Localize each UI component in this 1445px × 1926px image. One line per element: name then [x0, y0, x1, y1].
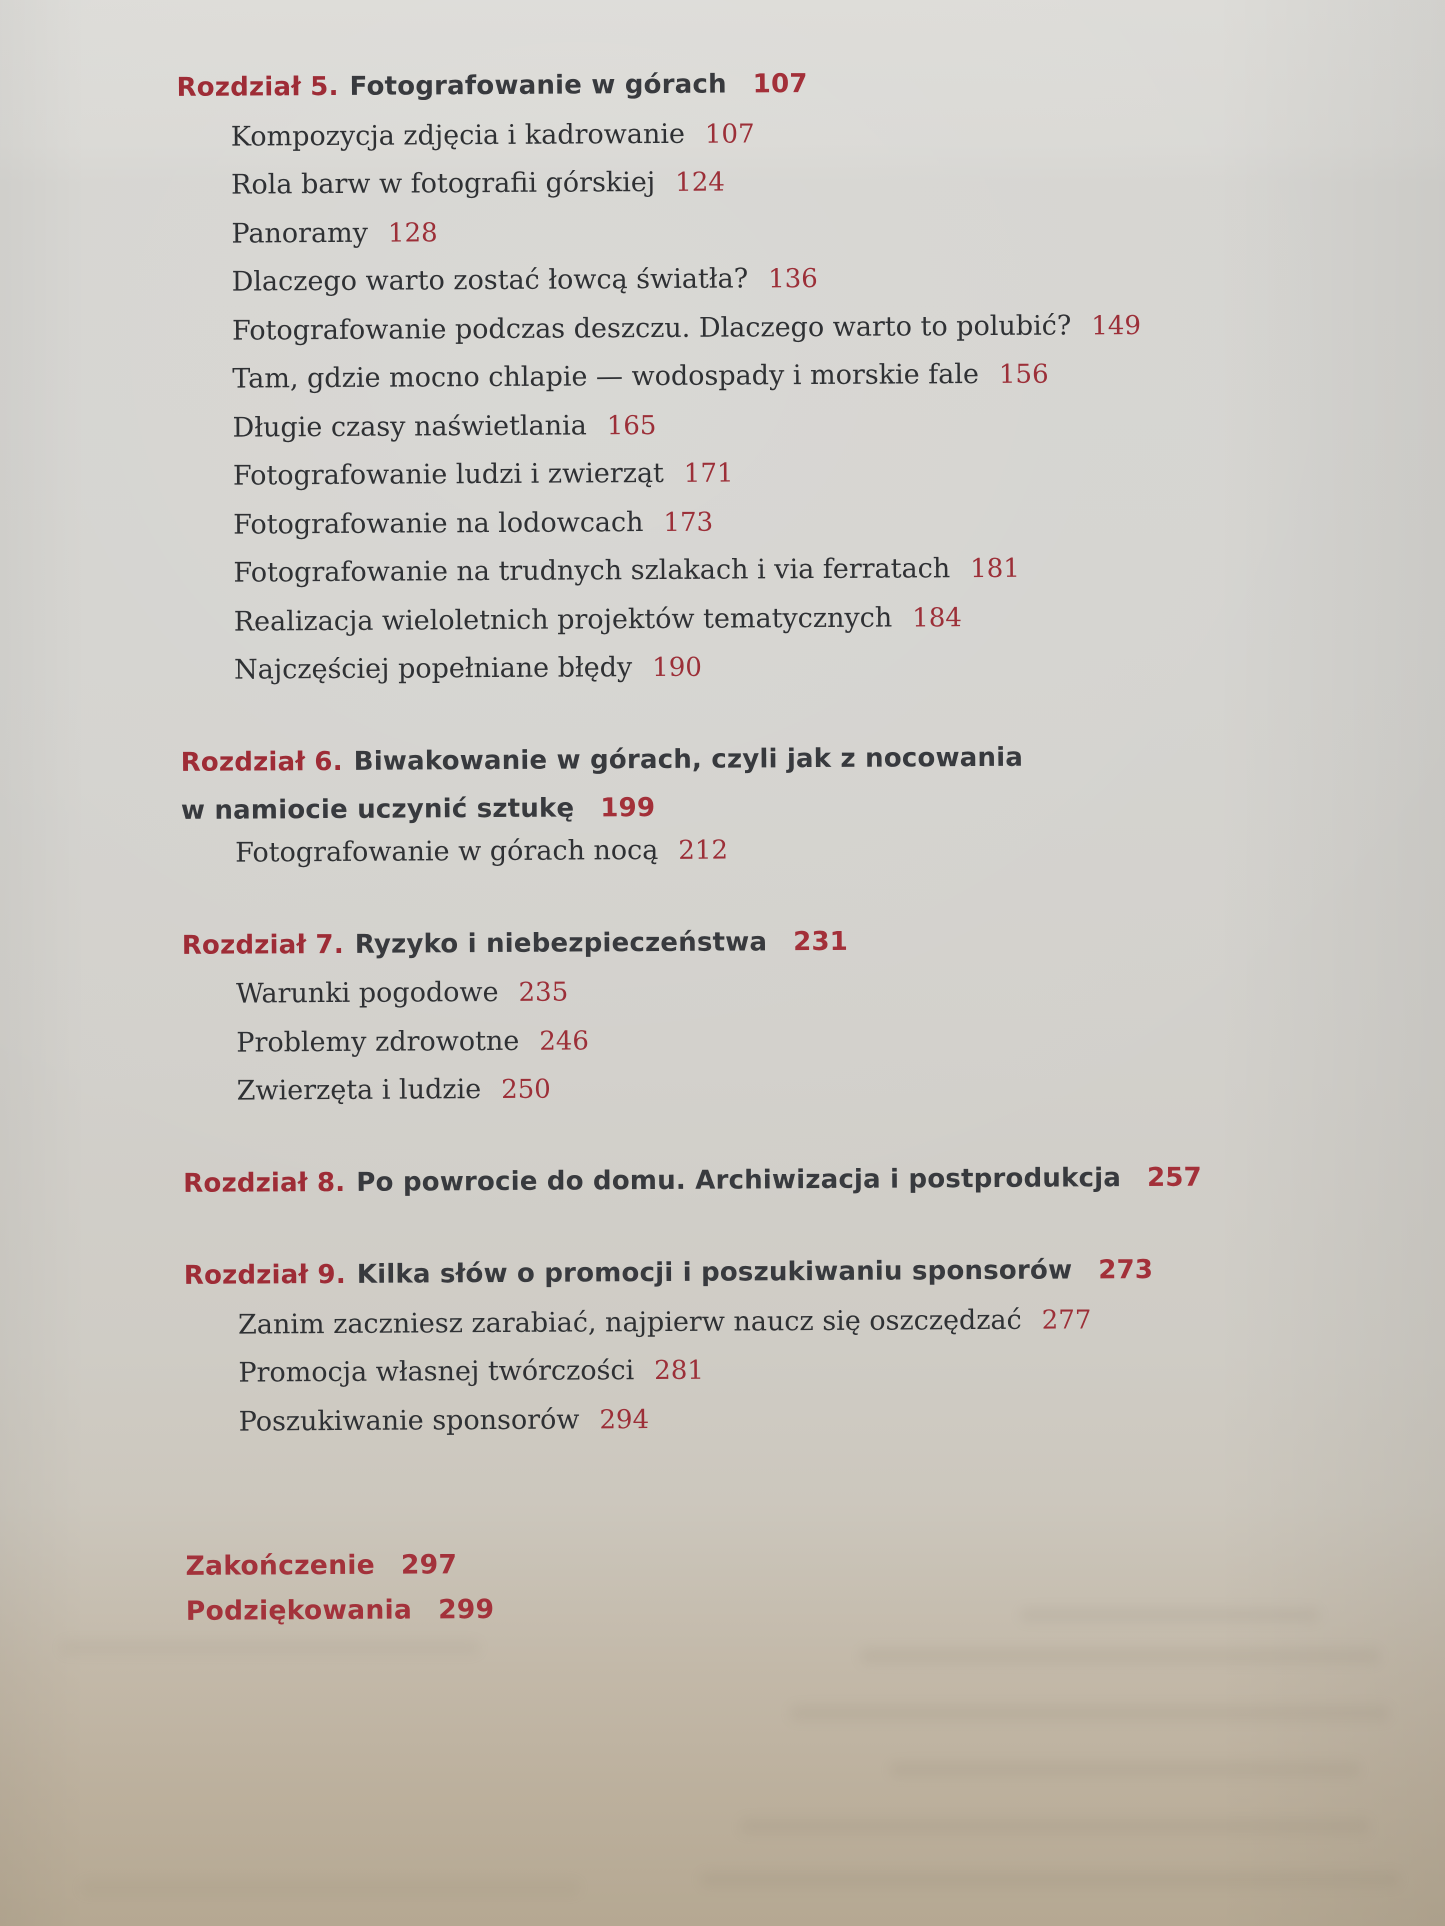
bleed-through-line	[860, 1648, 1380, 1664]
bleed-through-line	[740, 1818, 1370, 1834]
toc-entry-title: Najczęściej popełniane błędy	[234, 652, 633, 686]
back-matter-section	[185, 1543, 1445, 1641]
toc-entry-title: Promocja własnej twórczości	[238, 1355, 635, 1389]
toc-entry	[179, 502, 1445, 558]
chapter-label: Rozdział 7.	[181, 929, 344, 961]
bleed-through-line	[60, 1640, 480, 1655]
back-matter-page-number: 299	[438, 1594, 495, 1626]
toc-entry	[183, 1068, 1445, 1124]
toc-entry-page-number: 277	[1041, 1304, 1092, 1336]
chapter-heading	[183, 1161, 1445, 1217]
chapter-title: Ryzyko i niebezpieczeństwa	[354, 926, 768, 960]
toc-entry	[180, 599, 1445, 655]
toc-entry-page-number: 171	[683, 458, 734, 489]
toc-entry-title: Fotografowanie na lodowcach	[233, 506, 644, 541]
chapter-title-line1: Biwakowanie w górach, czyli jak z nocowania	[353, 742, 1024, 777]
chapter-page-number: 273	[1098, 1254, 1154, 1286]
toc-entry-title: Zwierzęta i ludzie	[236, 1074, 482, 1107]
toc-entry	[179, 453, 1445, 509]
toc-entry	[184, 1302, 1445, 1358]
toc-entry	[178, 308, 1445, 364]
toc-entry	[180, 647, 1445, 703]
toc-entry	[182, 1020, 1445, 1076]
toc-entry-page-number: 173	[663, 507, 714, 538]
toc-entry-page-number: 107	[704, 118, 755, 150]
toc-entry	[179, 405, 1445, 461]
back-matter-entry	[186, 1588, 1445, 1641]
back-matter-page-number: 297	[400, 1549, 458, 1581]
toc-entry	[177, 162, 1445, 218]
bleed-through-line	[80, 1880, 580, 1895]
toc-entry-page-number: 190	[652, 652, 702, 684]
toc-entry-page-number: 212	[678, 835, 729, 866]
chapter-title: Kilka słów o promocji i poszukiwaniu sponsorów	[356, 1255, 1073, 1290]
toc-entry-page-number: 235	[518, 977, 569, 1008]
toc-entry	[185, 1399, 1445, 1455]
chapter-page-number: 231	[793, 926, 849, 957]
toc-entry-page-number: 250	[501, 1074, 551, 1105]
toc-entry-title: Zanim zaczniesz zarabiać, najpierw naucz się oszczędzać	[238, 1304, 1022, 1341]
back-matter-title: Zakończenie	[185, 1549, 376, 1582]
toc-entry-page-number: 124	[675, 167, 725, 198]
chapter-heading	[176, 65, 1445, 121]
toc-entry-page-number: 294	[599, 1404, 650, 1435]
chapter-6-section	[181, 740, 1445, 887]
toc-entry	[178, 259, 1445, 315]
toc-entry-page-number: 181	[970, 553, 1020, 585]
toc-entry-title: Realizacja wieloletnich projektów tematycznych	[233, 602, 893, 638]
toc-entry	[177, 211, 1445, 267]
bleed-through-line	[890, 1762, 1360, 1777]
toc-entry-page-number: 128	[387, 217, 438, 249]
toc-entry	[182, 971, 1445, 1027]
chapter-8-section	[183, 1161, 1445, 1217]
bleed-through-line	[790, 1705, 1390, 1721]
chapter-label: Rozdział 6.	[180, 746, 343, 778]
toc-entry-title: Kompozycja zdjęcia i kadrowanie	[230, 118, 686, 153]
chapter-page-number: 107	[752, 69, 808, 100]
toc-entry-title: Warunki pogodowe	[235, 976, 499, 1010]
toc-entry-title: Dlaczego warto zostać łowcą światła?	[231, 263, 749, 298]
toc-entry-title: Tam, gdzie mocno chlapie — wodospady i morskie fale	[232, 359, 980, 395]
bleed-through-line	[700, 1872, 1400, 1887]
toc-entry	[181, 830, 1445, 886]
chapter-9-section	[184, 1253, 1445, 1455]
chapter-label: Rozdział 5.	[176, 71, 339, 103]
chapter-label: Rozdział 9.	[183, 1259, 346, 1291]
toc-entry-title: Fotografowanie w górach nocą	[235, 834, 659, 869]
toc-entry	[177, 114, 1445, 170]
chapter-5-section	[176, 65, 1445, 703]
toc-entry-title: Fotografowanie podczas deszczu. Dlaczego warto to polubić?	[231, 309, 1072, 347]
toc-entry-title: Poszukiwanie sponsorów	[238, 1403, 580, 1438]
toc-entry-page-number: 156	[998, 359, 1049, 390]
back-matter-title: Podziękowania	[185, 1594, 413, 1627]
toc-entry-page-number: 184	[912, 602, 962, 633]
toc-entry-title: Problemy zdrowotne	[236, 1025, 520, 1059]
chapter-page-number: 257	[1146, 1162, 1202, 1193]
toc-entry-page-number: 281	[654, 1355, 704, 1387]
toc-entry	[178, 356, 1445, 412]
toc-entry-title: Długie czasy naświetlania	[232, 409, 587, 444]
toc-entry-title: Fotografowanie ludzi i zwierząt	[232, 457, 664, 492]
toc-entry-page-number: 165	[606, 410, 657, 441]
toc-entry-page-number: 149	[1091, 310, 1142, 341]
toc-entry-title: Panoramy	[231, 217, 369, 250]
chapter-title: Po powrocie do domu. Archiwizacja i postprodukcja	[356, 1162, 1122, 1198]
back-matter-entry	[185, 1543, 1445, 1596]
chapter-heading	[182, 923, 1445, 979]
chapter-heading	[184, 1253, 1445, 1309]
toc-entry	[184, 1350, 1445, 1406]
toc-entry-page-number: 246	[539, 1025, 590, 1057]
toc-entry	[179, 550, 1445, 606]
chapter-title: Fotografowanie w górach	[349, 69, 727, 102]
chapter-7-section	[182, 923, 1445, 1125]
toc-entry-title: Fotografowanie na trudnych szlakach i via ferratach	[233, 553, 951, 589]
chapter-title-line2: w namiocie uczynić sztukę	[180, 793, 575, 826]
toc-entry-title: Rola barw w fotografii górskiej	[231, 167, 656, 201]
chapter-page-number: 199	[600, 793, 656, 824]
toc-entry-page-number: 136	[768, 264, 818, 295]
chapter-label: Rozdział 8.	[183, 1167, 346, 1199]
chapter-heading	[181, 740, 1445, 796]
